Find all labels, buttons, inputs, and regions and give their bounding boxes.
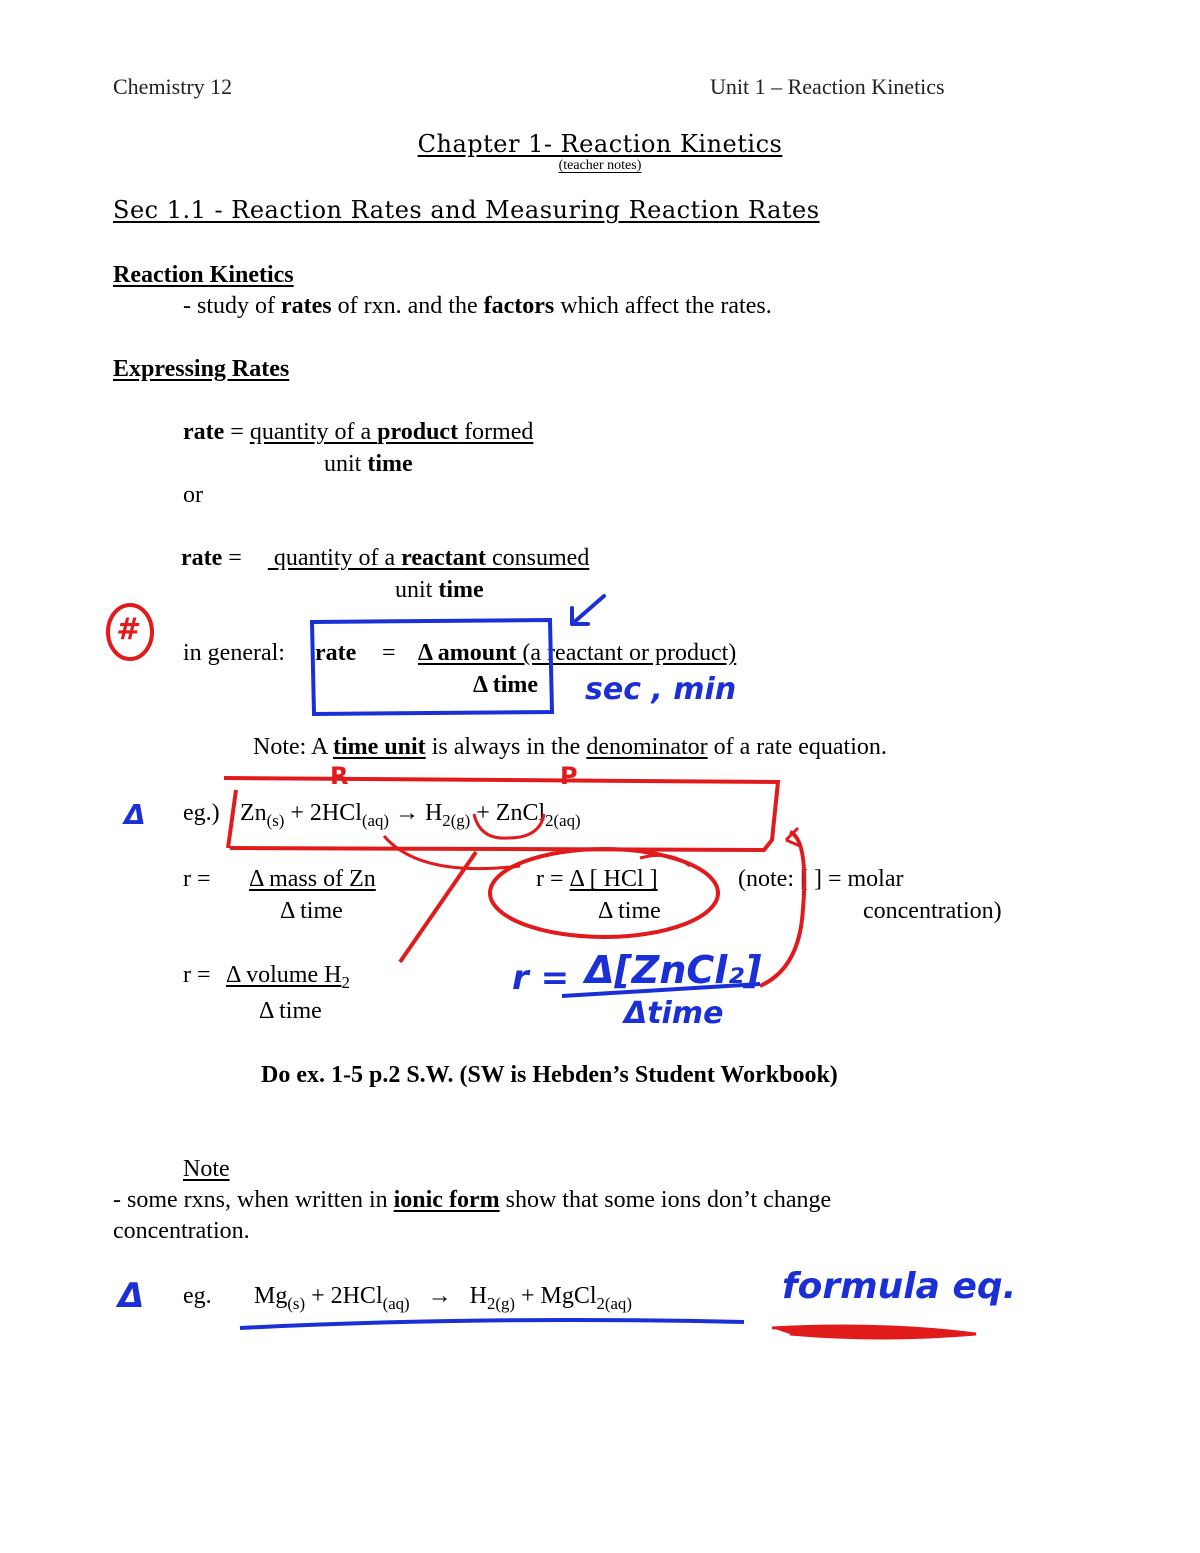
r-zn-numerator: Δ mass of Zn (249, 866, 376, 892)
molar-note-line2: concentration) (863, 898, 1002, 924)
rate-reactant-numerator: rate = quantity of a reactant consumed (181, 545, 590, 571)
blue-arrow (572, 596, 604, 624)
handwritten-time-denominator: Δtime (624, 996, 724, 1031)
red-zncl-arrowhead (786, 828, 800, 846)
note-heading: Note (183, 1156, 230, 1182)
general-denominator: Δ time (473, 672, 539, 698)
kinetics-definition: - study of rates of rxn. and the factors which affect the rates. (183, 293, 772, 319)
rate-product-numerator: rate = quantity of a product formed (183, 419, 534, 445)
red-formula-underline (772, 1326, 976, 1338)
r-zn-label: r = (183, 866, 211, 892)
r-hcl-denominator: Δ time (598, 898, 661, 924)
r-zn-denominator: Δ time (280, 898, 343, 924)
general-rate: rate (315, 640, 357, 666)
expressing-heading: Expressing Rates (113, 356, 290, 382)
r-h2-label: r = (183, 962, 211, 988)
blue-delta-mark-1: Δ (124, 798, 146, 831)
red-box-left (228, 790, 236, 848)
handwritten-r-equals: r = (512, 958, 570, 998)
general-label: in general: (183, 640, 285, 666)
example2-label: eg. (183, 1283, 212, 1309)
red-hash-mark: # (116, 612, 137, 647)
kinetics-heading: Reaction Kinetics (113, 262, 294, 288)
rate-product-denominator: unit time (324, 451, 413, 477)
handwritten-zncl2-numerator: Δ[ZnCl₂] (585, 948, 762, 992)
molar-note-line1: (note: [ ] = molar (738, 866, 904, 892)
chapter-subtitle: (teacher notes) (558, 158, 642, 173)
general-numerator: Δ amount (a reactant or product) (418, 640, 737, 666)
ionic-note-line1: - some rxns, when written in ionic form show that some ions don’t change (113, 1187, 832, 1213)
r-h2-numerator: Δ volume $H_2$ (226, 962, 350, 992)
or-text: or (183, 482, 203, 508)
time-unit-note: Note: A time unit is always in the denominator of a rate equation. (253, 734, 887, 760)
blue-delta-mark-2: Δ (118, 1276, 145, 1316)
chapter-title: Chapter 1- Reaction Kinetics (417, 130, 783, 158)
section-heading: Sec 1.1 - Reaction Rates and Measuring Reaction Rates (113, 196, 820, 224)
blue-eq2-underline (240, 1320, 744, 1328)
r-hcl-numerator: r = Δ [ HCl ] (536, 866, 658, 892)
red-h2-slash (400, 852, 476, 962)
general-equals: = (382, 640, 396, 666)
header-right: Unit 1 – Reaction Kinetics (710, 74, 945, 99)
red-zncl-arrow (760, 832, 804, 986)
handwritten-units: sec , min (585, 672, 737, 707)
example1-equation: $Zn_{(s)} + 2HCl_{(aq)} \to H_{2(g)}$ + ZnCl$_{2(aq)}$ (240, 800, 581, 830)
example2-equation: $Mg_{(s)} + 2HCl_{(aq)}$ → $H_{2(g)}$ + MgCl$_{2(aq)}$ (254, 1283, 632, 1313)
red-zn-curve (384, 836, 520, 869)
header-left: Chemistry 12 (113, 74, 233, 99)
handwritten-formula-eq: formula eq. (782, 1266, 1017, 1307)
handwritten-r-mark: R (330, 762, 349, 790)
homework-instruction: Do ex. 1-5 p.2 S.W. (SW is Hebden’s Student Workbook) (261, 1062, 838, 1088)
example1-label: eg.) (183, 800, 220, 826)
rate-reactant-denominator: unit time (395, 577, 484, 603)
r-h2-denominator: Δ time (259, 998, 322, 1024)
handwritten-p-mark: P (560, 762, 578, 790)
ionic-note-line2: concentration. (113, 1218, 250, 1244)
